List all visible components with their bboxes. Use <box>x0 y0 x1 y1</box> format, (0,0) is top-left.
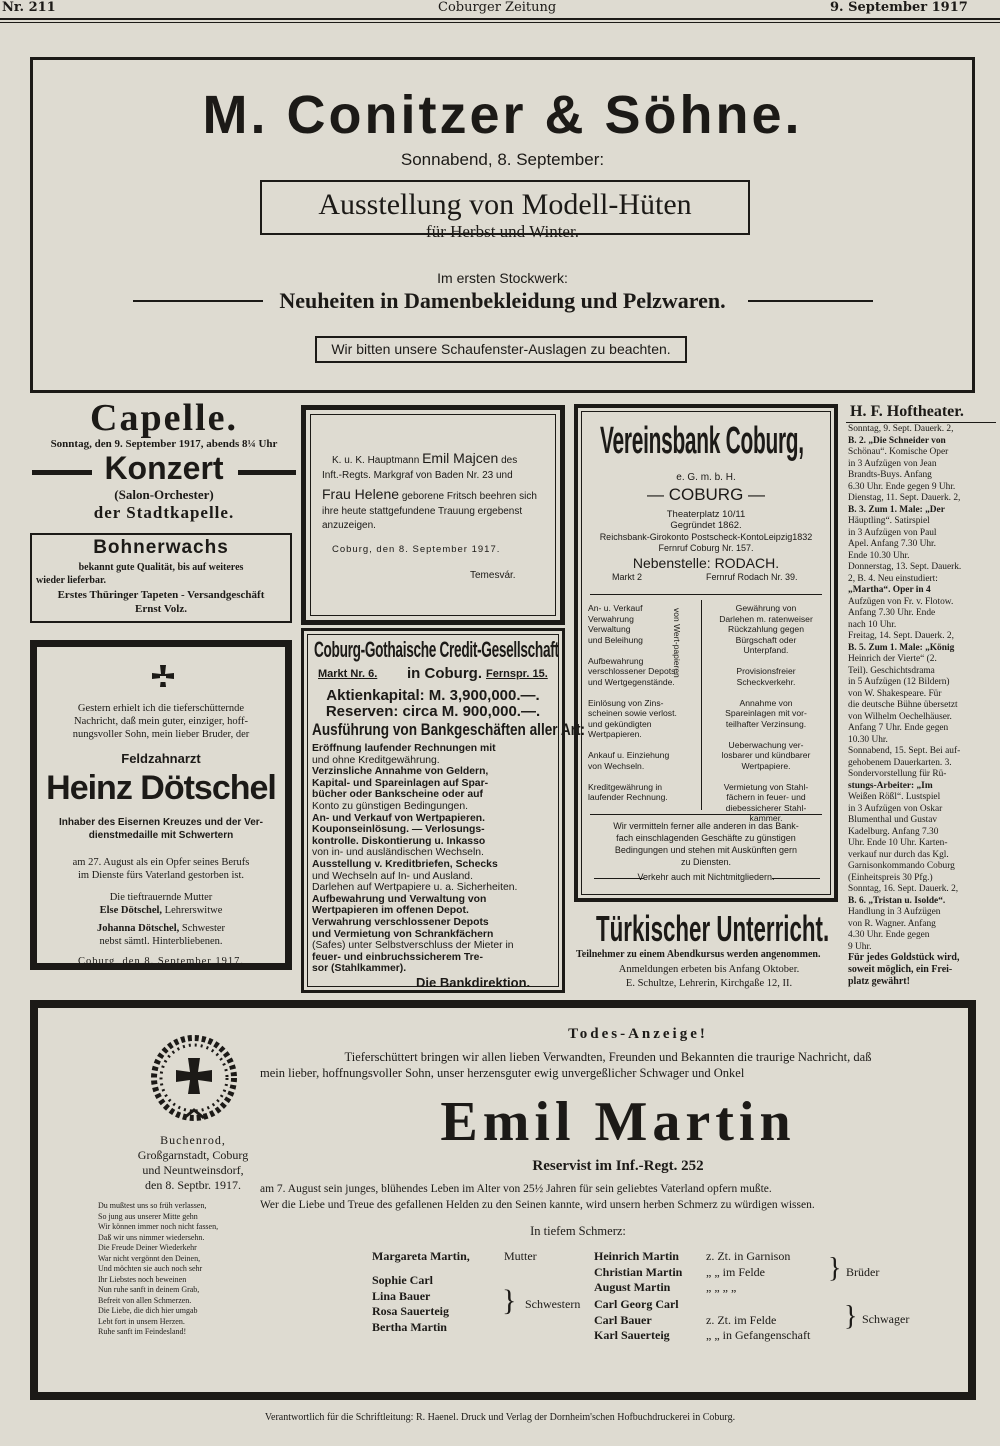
vereinsbank-left-line: und Beleihung <box>588 634 643 645</box>
bohnerwachs-line2: wieder lieferbar. <box>36 575 106 586</box>
brother-row <box>594 1249 834 1265</box>
doetschel-award1: Inhaber des Eisernen Kreuzes und der Ver- <box>59 817 263 828</box>
theater-line: die deutsche Bühne übersetzt <box>848 700 958 710</box>
wedding-notice <box>301 405 565 625</box>
inlaw-row <box>594 1328 844 1344</box>
inlaw-row-note: z. Zt. im Felde <box>706 1312 777 1327</box>
conitzer-title: M. Conitzer & Söhne. <box>202 85 803 145</box>
theater-line: von Wilhelm Oechelhäuser. <box>848 711 952 722</box>
credit-service-line: Aufbewahrung und Verwaltung von <box>312 893 487 905</box>
sister-name: Sophie Carl <box>372 1273 434 1287</box>
inlaw-row <box>594 1313 844 1329</box>
sisters-brace: } <box>502 1284 517 1317</box>
wedding-line1 <box>332 450 517 466</box>
wedding-des: des <box>501 455 518 466</box>
credit-service-line: Kouponseinlösung. — Verlosungs- <box>312 824 485 836</box>
inlaw-row-name: Karl Sauerteig <box>594 1328 670 1342</box>
vereinsbank-left-line: Einlösung von Zins- <box>588 697 664 708</box>
theater-line: in 5 Aufzügen (12 Bildern) <box>848 677 950 687</box>
turkish-lessons-ad <box>574 908 846 988</box>
vereinsbank-left-line: und gekündigten <box>588 718 652 729</box>
hoftheater-column <box>846 403 998 993</box>
vereinsbank-right-line: Wertpapiere. <box>741 760 791 771</box>
vereinsbank-branch: Nebenstelle: RODACH. <box>632 555 780 571</box>
brother-row-note: z. Zt. in Garnison <box>706 1249 791 1263</box>
vereinsbank-left-line: An- u. Verkauf <box>588 603 643 613</box>
theater-line: 6.30 Uhr. Ende gegen 9 Uhr. <box>848 481 956 492</box>
credit-service-line: kontrolle. Diskontierung u. Inkasso <box>312 835 486 847</box>
martin-sorrow: In tiefem Schmerz: <box>530 1224 626 1238</box>
doetschel-p3: nungsvoller Sohn, mein lieber Bruder, der <box>72 729 250 740</box>
vereinsbank-left-line: und Wertgegenstände. <box>588 676 675 687</box>
poem-line: Daß wir uns nimmer wiedersehn. <box>98 1232 205 1242</box>
wedding-bride: Frau Helene <box>322 486 400 502</box>
martin-inlaws-role: Schwager <box>862 1312 910 1326</box>
sister-name: Rosa Sauerteig <box>372 1304 449 1318</box>
vereinsbank-foot2: fach einschlagenden Geschäfte zu günstigen <box>616 833 796 843</box>
credit-service-line: Darlehen auf Wertpapiere u. a. Sicherheiten. <box>312 882 518 894</box>
doetschel-p1: Gestern erhielt ich die tieferschütternde <box>77 703 245 714</box>
martin-intro1: Tieferschüttert bringen wir allen lieben Verwandten, Freunden und Bekannten die traurige Nachricht, daß <box>344 1050 872 1064</box>
vereinsbank-column-rule <box>701 600 702 810</box>
credit-title: Coburg-Gothaische Credit-Gesellschaft <box>314 637 559 662</box>
inlaw-row-name: Carl Bauer <box>594 1312 652 1327</box>
brother-row-name: August Martin <box>594 1280 671 1294</box>
theater-program <box>848 424 996 953</box>
martin-name: Emil Martin <box>440 1091 796 1153</box>
vereinsbank-right-line: Unterpfand. <box>743 645 789 655</box>
vereinsbank-right-line: kammer. <box>749 813 783 823</box>
theater-line: in 3 Aufzügen von Jean <box>848 458 937 469</box>
theater-line: 2, B. 4. Neu einstudiert: <box>848 573 938 584</box>
credit-service-line: Verzinsliche Annahme von Geldern, <box>312 766 489 778</box>
wedding-line2: Inft.-Regts. Markgraf von Baden Nr. 23 und <box>322 470 513 481</box>
theater-line: Uhr. Ende 10 Uhr. Karten- <box>848 838 948 848</box>
martin-place2: Großgarnstadt, Coburg <box>137 1148 249 1162</box>
bohnerwachs-line4: Ernst Volz. <box>135 603 187 615</box>
credit-capital: Aktienkapital: M. 3,900,000.—. <box>326 687 540 704</box>
martin-p1: am 7. August sein junges, blühendes Leben im Alter von 25½ Jahren für sein geliebtes Vaterland opfern mußte. <box>260 1183 772 1195</box>
vereinsbank-foot5: Verkehr auch mit Nichtmitgliedern. <box>637 872 775 882</box>
theater-line: Handlung in 3 Aufzügen <box>848 907 941 917</box>
inlaw-row-name: Carl Georg Carl <box>594 1297 679 1311</box>
theater-title-rule <box>846 422 996 423</box>
vereinsbank-foot3: Bedingungen und stehen mit Auskünften gern <box>614 845 798 855</box>
credit-services-title: Ausführung von Bankgeschäften aller Art: <box>312 720 586 739</box>
doetschel-others: nebst sämtl. Hinterbliebenen. <box>99 936 223 947</box>
vereinsbank-foot-rule-right <box>772 878 820 879</box>
credit-service-line: feuer- und einbruchssicherem Tre- <box>312 951 483 963</box>
stadtkapelle: der Stadtkapelle. <box>93 503 235 522</box>
windows-note: Wir bitten unsere Schaufenster-Auslagen zu beachten. <box>331 341 671 357</box>
poem-line: Die Freude Deiner Wiederkehr <box>98 1243 197 1252</box>
martin-heading: Todes-Anzeige! <box>568 1026 708 1042</box>
theater-line: Anfang 7.30 Uhr. Ende <box>848 608 936 618</box>
vereinsbank-left-line: Ankauf u. Einziehung <box>588 750 670 760</box>
theater-line: verkauf nur durch das Kgl. <box>848 849 949 860</box>
vereinsbank-foot1: Wir vermitteln ferner alle anderen in das Bank- <box>613 821 799 831</box>
theater-line: Freitag, 14. Sept. Dauerk. 2, <box>848 631 954 641</box>
exhibit-title: Ausstellung von Modell-Hüten <box>318 188 692 221</box>
doetschel-sister-role: Schwester <box>181 923 226 934</box>
martin-sisters-role: Schwestern <box>525 1297 581 1311</box>
poem-line: Ihr Liebstes noch beweinen <box>98 1274 187 1284</box>
theater-line: Brandts-Buys. Anfang <box>848 470 932 480</box>
doetschel-p4: am 27. August als ein Opfer seines Berufs <box>72 857 250 868</box>
martin-inlaws <box>594 1297 844 1344</box>
poem-line: War nicht vergönnt den Deinen, <box>98 1253 201 1263</box>
vereinsbank-right-services <box>704 603 828 824</box>
theater-line: stungs-Arbeiter: „Im <box>848 780 933 791</box>
vereinsbank-right-line: Ueberwachung ver- <box>728 739 804 750</box>
theater-line: Donnerstag, 13. Sept. Dauerk. <box>848 562 962 572</box>
theater-line: Ende 10.30 Uhr. <box>848 550 910 561</box>
credit-service-line: Eröffnung laufender Rechnungen mit <box>312 743 496 754</box>
wedding-groom: Emil Majcen <box>422 450 499 466</box>
orchestra: (Salon-Orchester) <box>114 487 214 502</box>
theater-line: B. 2. „Die Schneider von <box>848 435 946 446</box>
poem-line: Wir können immer noch nicht fassen, <box>98 1222 219 1231</box>
inlaw-row-note: „ „ in Gefangenschaft <box>706 1328 811 1342</box>
doetschel-p5: im Dienste fürs Vaterland gestorben ist. <box>77 870 245 881</box>
vereinsbank-right-line <box>704 729 828 740</box>
wedding-maiden: geborene Fritsch beehren sich <box>401 491 537 502</box>
martin-brothers-role: Brüder <box>846 1265 880 1279</box>
turkish-title: Türkischer Unterricht. <box>596 908 830 949</box>
theater-line: Kadelburg. Anfang 7.30 <box>848 826 939 837</box>
vereinsbank-right-line: Spareinlagen mit vor- <box>725 708 807 718</box>
inlaw-row <box>594 1297 844 1313</box>
wedding-place-date: Coburg, den 8. September 1917. <box>332 544 501 555</box>
doetschel-rank: Feldzahnarzt <box>121 751 201 766</box>
theater-line: B. 6. „Tristan u. Isolde“. <box>848 895 946 906</box>
doetschel-place-date: Coburg, den 8. September 1917. <box>78 956 244 967</box>
vereinsbank-left-line: Wertpapieren. <box>588 729 642 739</box>
konzert-rule-right <box>238 470 296 475</box>
windows-box <box>315 336 687 363</box>
martin-mother: Margareta Martin, <box>372 1249 470 1263</box>
theater-line: von W. Shakespeare. Für <box>848 688 942 699</box>
credit-gesellschaft-ad <box>301 628 586 993</box>
vereinsbank-foot4: zu Diensten. <box>680 857 732 867</box>
doetschel-sister: Johanna Dötschel, <box>96 923 180 934</box>
doetschel-mother: Else Dötschel, <box>99 905 163 916</box>
vereinsbank-divider <box>590 594 822 595</box>
theater-line: Heinrich der Vierte“ (2. <box>848 654 937 664</box>
poem-line: Ruhe sanft im Feindesland! <box>98 1327 187 1336</box>
brother-row-note: „ „ „ „ <box>706 1280 737 1294</box>
vereinsbank-left-line <box>588 740 688 751</box>
bohnerwachs-title: Bohnerwachs <box>93 537 229 558</box>
theater-line: Sondervorstellung für Rü- <box>848 769 947 779</box>
credit-service-line: sor (Stahlkammer). <box>312 963 407 975</box>
theater-line: Sonntag, 9. Sept. Dauerk. 2, <box>848 424 954 434</box>
martin-p2: Wer die Liebe und Treue des gefallenen Helden zu den Seinen kannte, wird unsern herben Schmerz zu würdigen wissen. <box>260 1199 815 1211</box>
bohnerwachs-ad <box>30 533 292 623</box>
vereinsbank-city: — COBURG — <box>646 485 766 504</box>
credit-service-line: (Safes) unter Selbstverschluss der Mieter in <box>312 940 514 952</box>
vereinsbank-right-line: Gewährung von <box>735 603 797 613</box>
credit-service-line: und Vermietung von Schrankfächern <box>312 928 494 940</box>
theater-line: in 3 Aufzügen von Paul <box>848 527 937 538</box>
wedding-line3 <box>322 486 537 502</box>
theater-line: 10.30 Uhr. <box>848 734 888 745</box>
theater-gold3: platz gewährt! <box>848 976 910 987</box>
capelle-ad <box>30 397 298 525</box>
wedding-line4: ihre heute stattgefundene Trauung ergebenst <box>322 506 523 517</box>
credit-phone: Fernspr. 15. <box>486 668 548 680</box>
poem-line: So jung aus unserer Mitte gehn <box>98 1211 198 1221</box>
credit-service-line: Konto zu günstigen Bedingungen. <box>312 800 468 812</box>
wedding-line5: anzuzeigen. <box>322 520 376 531</box>
header-rule <box>0 18 1000 23</box>
theater-line: Weißen Rößl“. Lustspiel <box>848 792 941 802</box>
theater-line: Aufzügen von Fr. v. Flotow. <box>848 596 954 607</box>
vereinsbank-divider-2 <box>590 814 822 815</box>
brothers-brace: } <box>828 1253 842 1284</box>
vereinsbank-right-line: losbarer und kündbarer <box>721 750 811 760</box>
martin-mother-role: Mutter <box>504 1249 537 1263</box>
theater-line: Sonnabend, 15. Sept. Bei auf- <box>848 746 961 756</box>
brother-row <box>594 1280 834 1296</box>
credit-service-line: Kapital- und Spareinlagen auf Spar- <box>312 777 489 789</box>
doetschel-mourn: Die tieftrauernde Mutter <box>109 892 213 903</box>
brother-row-name: Heinrich Martin <box>594 1249 679 1263</box>
credit-service-line: Ausstellung v. Kreditbriefen, Schecks <box>312 858 498 870</box>
theater-line: Häuptling“. Satirspiel <box>848 516 930 526</box>
vereinsbank-right-line: Vermietung von Stahl- <box>723 781 809 792</box>
rule-right <box>748 300 873 302</box>
credit-service-line: bücher oder Bankscheine oder auf <box>312 789 483 801</box>
vereinsbank-branch-address: Markt 2 <box>612 572 643 582</box>
vereinsbank-left-line: Verwahrung <box>588 613 634 624</box>
vereinsbank-form: e. G. m. b. H. <box>676 472 736 483</box>
paper-name: Coburger Zeitung <box>438 0 557 15</box>
theater-title: H. F. Hoftheater. <box>850 403 964 420</box>
vereinsbank-left-line <box>588 771 688 782</box>
credit-service-line: Verwahrung verschlossener Depots <box>312 916 489 928</box>
poem-line: Die Liebe, die dich hier umgab <box>98 1306 198 1315</box>
vereinsbank-accounts: Reichsbank-Girokonto Postscheck-KontoLeipzig1832 <box>599 532 813 542</box>
vereinsbank-left-line: laufender Rechnung. <box>588 792 668 802</box>
wreath-iron-cross-icon <box>146 1030 242 1126</box>
vereinsbank-right-line: Rückzahlung gegen <box>728 624 804 634</box>
poem-line: Und möchten sie auch noch sehr <box>98 1264 203 1273</box>
vereinsbank-right-line: Provisionsfreier <box>736 666 796 676</box>
credit-service-line: An- und Verkauf von Wertpapieren. <box>312 812 486 824</box>
vereinsbank-phone: Fernruf Coburg Nr. 157. <box>658 543 754 553</box>
theater-line: Teil). Geschichtsdrama <box>848 665 935 676</box>
theater-line: in 3 Aufzügen von Oskar <box>848 803 943 814</box>
credit-signoff: Die Bankdirektion. <box>416 975 531 990</box>
martin-place3: und Neuntweinsdorf, <box>142 1163 244 1177</box>
issue-number: Nr. 211 <box>2 0 56 15</box>
vereinsbank-right-line: fächern in feuer- und <box>726 792 806 802</box>
sister-name: Bertha Martin <box>372 1319 447 1334</box>
sister-name: Lina Bauer <box>372 1288 431 1303</box>
credit-market: Markt Nr. 6. <box>318 668 378 680</box>
theater-line: von R. Wagner. Anfang <box>848 918 936 929</box>
martin-rank: Reservist im Inf.-Regt. 252 <box>532 1158 704 1174</box>
vereinsbank-left-line <box>588 687 688 698</box>
vereinsbank-ad <box>574 404 838 902</box>
vereinsbank-right-line: Annahme von <box>739 697 793 708</box>
theater-line: Sonntag, 16. Sept. Dauerk. 2, <box>848 884 959 894</box>
theater-line: (Einheitspreis 30 Pfg.) <box>848 872 933 883</box>
martin-place1: Buchenrod, <box>160 1133 226 1147</box>
doetschel-sister-line <box>37 923 285 936</box>
konzert-title: Konzert <box>104 450 224 486</box>
vereinsbank-right-line: diebessicherer Stahl- <box>725 802 807 813</box>
vereinsbank-left-line: Aufbewahrung <box>588 655 644 666</box>
capelle-date: Sonntag, den 9. September 1917, abends 8¼ Uhr <box>50 438 278 450</box>
turkish-line3: E. Schultze, Lehrerin, Kirchgaße 12, II. <box>625 978 793 989</box>
floor-label: Im ersten Stockwerk: <box>437 270 568 286</box>
doetschel-obituary <box>30 640 292 970</box>
credit-services-list <box>312 743 560 975</box>
vereinsbank-address: Theaterplatz 10/11 <box>666 509 746 520</box>
vereinsbank-title: Vereinsbank Coburg, <box>600 420 804 462</box>
vereinsbank-right-line <box>704 771 828 782</box>
theater-line: 9 Uhr. <box>848 941 872 952</box>
martin-place4: den 8. Septbr. 1917. <box>145 1178 241 1192</box>
theater-line: Dienstag, 11. Sept. Dauerk. 2, <box>848 493 961 503</box>
doetschel-p2: Nachricht, daß mein guter, einziger, hoff- <box>74 716 248 727</box>
brother-row-name: Christian Martin <box>594 1264 683 1279</box>
wedding-city: Temesvár. <box>470 570 516 581</box>
bohnerwachs-line3: Erstes Thüringer Tapeten - Versandgeschäft <box>57 589 265 601</box>
conitzer-date: Sonnabend, 8. September: <box>400 150 605 169</box>
theater-gold2: soweit möglich, ein Frei- <box>848 964 953 975</box>
credit-service-line: Wertpapieren im offenen Depot. <box>312 905 469 917</box>
poem-line: Du mußtest uns so früh verlassen, <box>98 1201 207 1210</box>
doetschel-award2: dienstmedaille mit Schwertern <box>88 830 234 841</box>
theater-line: 4.30 Uhr. Ende gegen <box>848 930 930 940</box>
vereinsbank-vertical-label: von Wert-papieren <box>672 608 682 678</box>
exhibit-season: für Herbst und Winter. <box>426 222 579 241</box>
vereinsbank-right-line <box>704 656 828 667</box>
theater-line: Anfang 7 Uhr. Ende gegen <box>848 723 949 733</box>
theater-line: nach 10 Uhr. <box>848 619 897 630</box>
credit-service-line: und ohne Kreditgewährung. <box>312 754 440 766</box>
credit-service-line: von in- und ausländischen Wechseln. <box>312 847 484 859</box>
theater-gold1: Für jedes Goldstück wird, <box>848 952 960 963</box>
theater-line: B. 5. Zum 1. Male: „König <box>848 642 955 653</box>
novelties-line: Neuheiten in Damenbekleidung und Pelzwaren. <box>279 288 726 313</box>
martin-intro2: mein lieber, hoffnungsvoller Sohn, unser herzensguter ewig unvergeßlicher Schwager und Onkel <box>260 1066 745 1080</box>
poem-line: Lebt fort in unsern Herzen. <box>98 1316 185 1326</box>
theater-line: Schönau“. Komische Oper <box>848 447 949 457</box>
imprint: Verantwortlich für die Schriftleitung: R. Haenel. Druck und Verlag der Dornheim'schen Hofbuchdruckerei in Coburg. <box>264 1412 736 1423</box>
martin-sisters <box>372 1273 502 1335</box>
bohnerwachs-line1: bekannt gute Qualität, bis auf weiteres <box>78 562 244 573</box>
vereinsbank-right-line: teilhafter Verzinsung. <box>725 718 807 729</box>
turkish-line2: Anmeldungen erbeten bis Anfang Oktober. <box>618 964 800 975</box>
brother-row-note: „ „ im Felde <box>706 1264 765 1279</box>
theater-line: B. 3. Zum 1. Male: „Der <box>848 504 945 515</box>
theater-line: Apel. Anfang 7.30 Uhr. <box>848 539 937 549</box>
theater-line: „Martha“. Oper in 4 <box>848 585 931 595</box>
martin-brothers <box>594 1249 834 1296</box>
theater-line: Garnisonkommando Coburg <box>848 861 955 871</box>
conitzer-ad <box>30 57 975 393</box>
doetschel-name: Heinz Dötschel <box>46 769 276 807</box>
martin-poem <box>98 1201 298 1338</box>
credit-service-line: und Wechseln auf In- und Ausland. <box>312 870 473 882</box>
capelle-title: Capelle. <box>90 397 238 439</box>
brother-row <box>594 1265 834 1281</box>
poem-line: Nun ruhe sanft in deinem Grab, <box>98 1285 200 1294</box>
vereinsbank-left-line: von Wechseln. <box>588 760 645 771</box>
vereinsbank-left-line: scheinen sowie verlost. <box>588 708 677 718</box>
martin-obituary <box>30 1000 976 1400</box>
doetschel-mother-line <box>37 905 285 918</box>
vereinsbank-branch-phone: Fernruf Rodach Nr. 39. <box>706 572 798 582</box>
credit-reserves: Reserven: circa M. 900,000.—. <box>325 703 541 720</box>
vereinsbank-right-line: Scheckverkehr. <box>736 676 796 687</box>
vereinsbank-founded: Gegründet 1862. <box>670 520 742 531</box>
doetschel-mother-role: Lehrerswitwe <box>164 905 223 916</box>
iron-cross-icon <box>149 665 177 693</box>
vereinsbank-left-line: verschlossener Depots <box>588 666 676 676</box>
vereinsbank-right-line <box>704 687 828 698</box>
inlaws-brace: } <box>844 1301 858 1332</box>
vereinsbank-left-line: Kreditgewährung in <box>588 781 663 792</box>
credit-city: in Coburg. <box>407 665 482 682</box>
theater-line: gehobenem Dauerkarten. 3. <box>848 757 952 768</box>
vereinsbank-right-line: Darlehen m. ratenweiser <box>719 613 813 624</box>
theater-line: Blumenthal und Gustav <box>848 815 938 825</box>
wedding-rank: K. u. K. Hauptmann <box>332 455 420 466</box>
vereinsbank-right-line: Bürgschaft oder <box>735 634 797 645</box>
poem-line: Befreit von allen Schmerzen. <box>98 1295 192 1305</box>
turkish-line1: Teilnehmer zu einem Abendkursus werden angenommen. <box>576 949 821 960</box>
vereinsbank-left-line: Verwaltung <box>588 624 631 634</box>
issue-date: 9. September 1917 <box>830 0 968 15</box>
